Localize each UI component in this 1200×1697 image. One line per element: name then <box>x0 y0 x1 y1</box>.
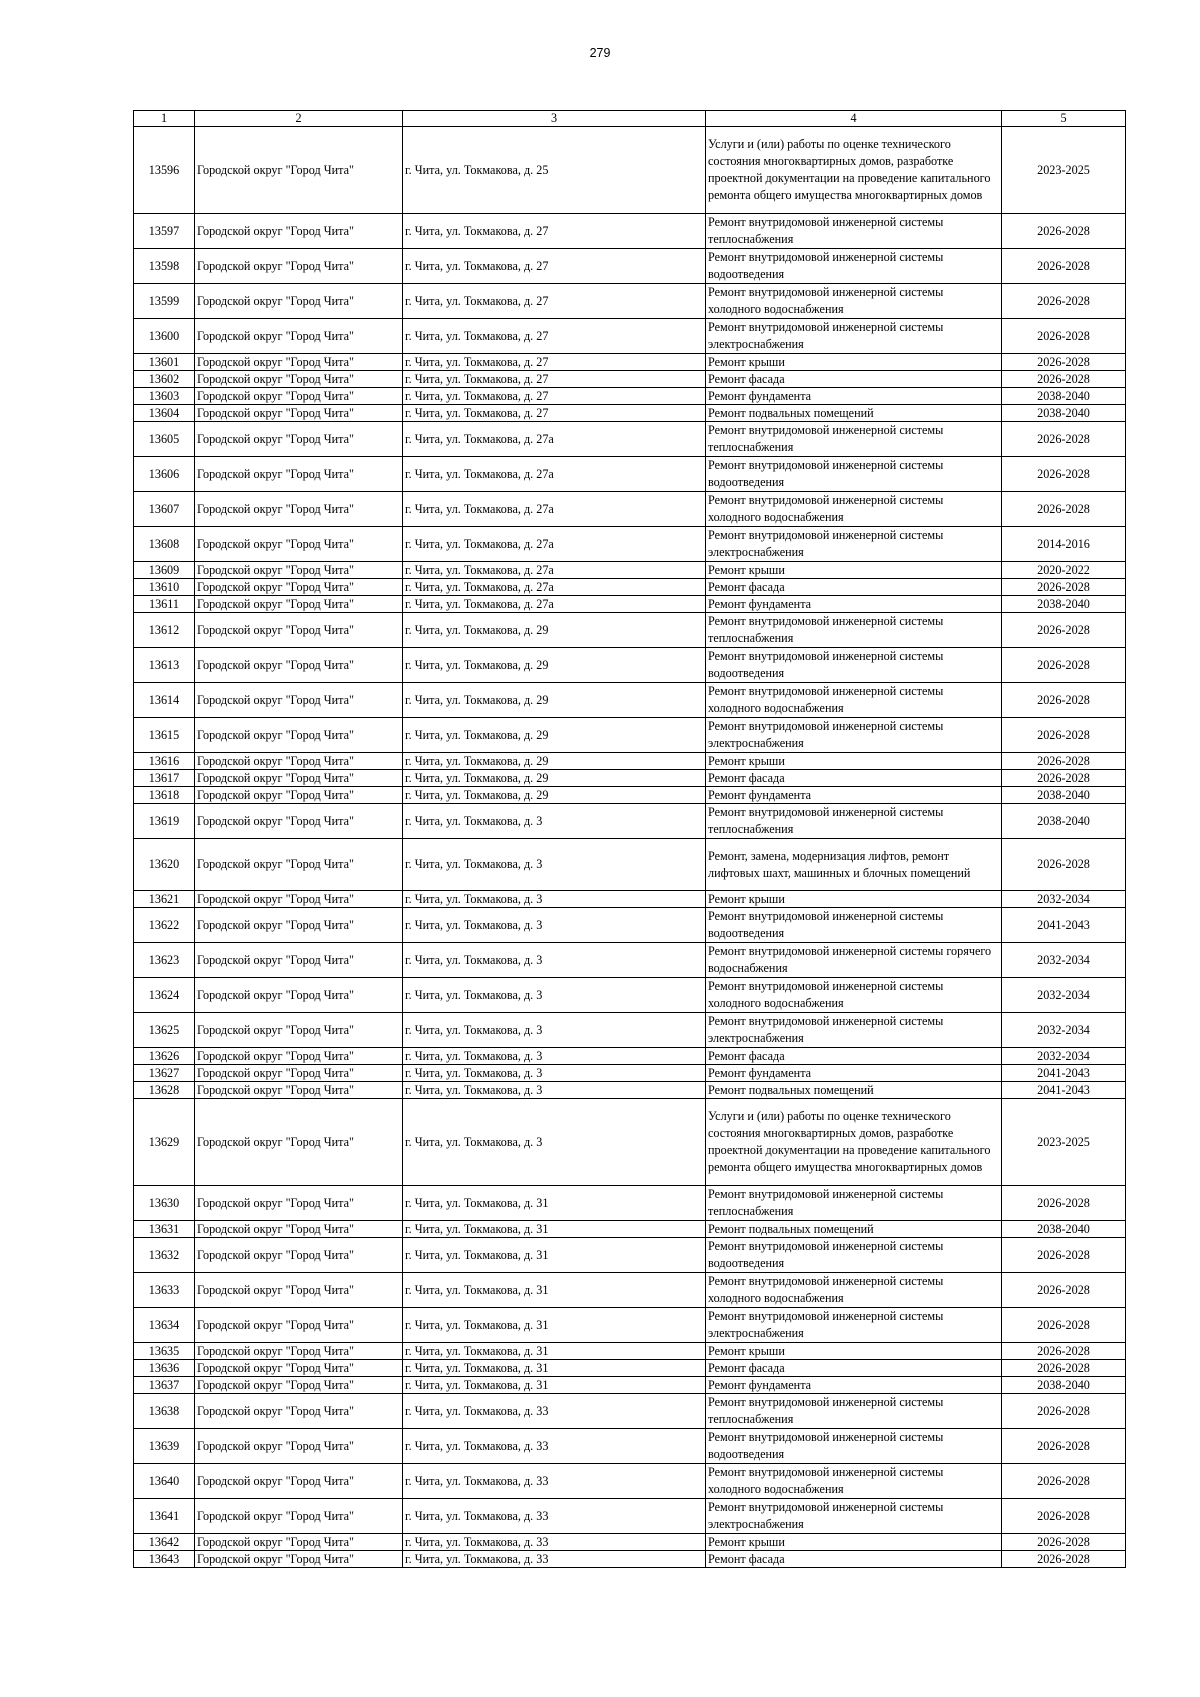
table-row <box>134 753 1126 770</box>
work-type-cell: Ремонт крыши <box>706 562 1002 579</box>
period-cell: 2026-2028 <box>1002 579 1126 596</box>
work-type-cell: Ремонт внутридомовой инженерной системы горячего водоснабжения <box>706 943 1002 978</box>
row-number-cell: 13598 <box>134 249 195 284</box>
municipality-cell: Городской округ "Город Чита" <box>195 718 403 753</box>
municipality-cell: Городской округ "Город Чита" <box>195 1273 403 1308</box>
table-row <box>134 804 1126 839</box>
period-cell: 2026-2028 <box>1002 753 1126 770</box>
row-number-cell: 13624 <box>134 978 195 1013</box>
address-cell: г. Чита, ул. Токмакова, д. 3 <box>403 1082 706 1099</box>
address-cell: г. Чита, ул. Токмакова, д. 27а <box>403 527 706 562</box>
address-cell: г. Чита, ул. Токмакова, д. 27а <box>403 422 706 457</box>
work-type-cell: Ремонт подвальных помещений <box>706 405 1002 422</box>
address-cell: г. Чита, ул. Токмакова, д. 33 <box>403 1551 706 1568</box>
work-type-cell: Ремонт крыши <box>706 1343 1002 1360</box>
table-row <box>134 1238 1126 1273</box>
period-cell: 2038-2040 <box>1002 1221 1126 1238</box>
period-cell: 2026-2028 <box>1002 1394 1126 1429</box>
table-row <box>134 839 1126 891</box>
address-cell: г. Чита, ул. Токмакова, д. 33 <box>403 1394 706 1429</box>
period-cell: 2032-2034 <box>1002 891 1126 908</box>
municipality-cell: Городской округ "Город Чита" <box>195 683 403 718</box>
table-row <box>134 354 1126 371</box>
period-cell: 2026-2028 <box>1002 371 1126 388</box>
address-cell: г. Чита, ул. Токмакова, д. 33 <box>403 1429 706 1464</box>
row-number-cell: 13617 <box>134 770 195 787</box>
period-cell: 2038-2040 <box>1002 804 1126 839</box>
row-number-cell: 13620 <box>134 839 195 891</box>
address-cell: г. Чита, ул. Токмакова, д. 3 <box>403 978 706 1013</box>
municipality-cell: Городской округ "Город Чита" <box>195 1186 403 1221</box>
table-row <box>134 579 1126 596</box>
table-row <box>134 1499 1126 1534</box>
municipality-cell: Городской округ "Город Чита" <box>195 457 403 492</box>
period-cell: 2032-2034 <box>1002 1013 1126 1048</box>
address-cell: г. Чита, ул. Токмакова, д. 3 <box>403 891 706 908</box>
table-row <box>134 1377 1126 1394</box>
municipality-cell: Городской округ "Город Чита" <box>195 1394 403 1429</box>
table-row <box>134 1551 1126 1568</box>
table-row <box>134 1534 1126 1551</box>
municipality-cell: Городской округ "Город Чита" <box>195 1499 403 1534</box>
period-cell: 2026-2028 <box>1002 422 1126 457</box>
municipality-cell: Городской округ "Город Чита" <box>195 527 403 562</box>
table-row <box>134 943 1126 978</box>
table-row <box>134 1464 1126 1499</box>
row-number-cell: 13604 <box>134 405 195 422</box>
municipality-cell: Городской округ "Город Чита" <box>195 787 403 804</box>
municipality-cell: Городской округ "Город Чита" <box>195 1360 403 1377</box>
period-cell: 2041-2043 <box>1002 1065 1126 1082</box>
row-number-cell: 13609 <box>134 562 195 579</box>
row-number-cell: 13625 <box>134 1013 195 1048</box>
period-cell: 2026-2028 <box>1002 1534 1126 1551</box>
row-number-cell: 13601 <box>134 354 195 371</box>
municipality-cell: Городской округ "Город Чита" <box>195 648 403 683</box>
row-number-cell: 13596 <box>134 127 195 214</box>
table-row <box>134 1065 1126 1082</box>
table-row <box>134 457 1126 492</box>
period-cell: 2038-2040 <box>1002 787 1126 804</box>
address-cell: г. Чита, ул. Токмакова, д. 3 <box>403 1048 706 1065</box>
address-cell: г. Чита, ул. Токмакова, д. 33 <box>403 1534 706 1551</box>
work-type-cell: Ремонт крыши <box>706 753 1002 770</box>
work-type-cell: Ремонт внутридомовой инженерной системы водоотведения <box>706 457 1002 492</box>
row-number-cell: 13626 <box>134 1048 195 1065</box>
municipality-cell: Городской округ "Город Чита" <box>195 422 403 457</box>
row-number-cell: 13633 <box>134 1273 195 1308</box>
work-type-cell: Ремонт внутридомовой инженерной системы холодного водоснабжения <box>706 284 1002 319</box>
period-cell: 2026-2028 <box>1002 770 1126 787</box>
period-cell: 2026-2028 <box>1002 249 1126 284</box>
row-number-cell: 13634 <box>134 1308 195 1343</box>
address-cell: г. Чита, ул. Токмакова, д. 31 <box>403 1360 706 1377</box>
address-cell: г. Чита, ул. Токмакова, д. 27 <box>403 214 706 249</box>
work-type-cell: Ремонт крыши <box>706 891 1002 908</box>
work-type-cell: Ремонт фасада <box>706 579 1002 596</box>
municipality-cell: Городской округ "Город Чита" <box>195 753 403 770</box>
table-body <box>134 127 1126 1568</box>
municipality-cell: Городской округ "Город Чита" <box>195 1238 403 1273</box>
row-number-cell: 13636 <box>134 1360 195 1377</box>
period-cell: 2026-2028 <box>1002 1429 1126 1464</box>
work-type-cell: Ремонт фасада <box>706 1551 1002 1568</box>
work-type-cell: Ремонт внутридомовой инженерной системы электроснабжения <box>706 1499 1002 1534</box>
work-type-cell: Услуги и (или) работы по оценке технического состояния многоквартирных домов, разработке проектной документации на проведение капитального ремонта общего имущества многоквартирных домов <box>706 127 1002 214</box>
work-type-cell: Ремонт фундамента <box>706 596 1002 613</box>
table-row <box>134 284 1126 319</box>
municipality-cell: Городской округ "Город Чита" <box>195 1065 403 1082</box>
row-number-cell: 13605 <box>134 422 195 457</box>
work-type-cell: Ремонт внутридомовой инженерной системы водоотведения <box>706 648 1002 683</box>
table-row <box>134 388 1126 405</box>
table-row <box>134 978 1126 1013</box>
row-number-cell: 13619 <box>134 804 195 839</box>
row-number-cell: 13629 <box>134 1099 195 1186</box>
municipality-cell: Городской округ "Город Чита" <box>195 1377 403 1394</box>
municipality-cell: Городской округ "Город Чита" <box>195 354 403 371</box>
registry-table <box>133 110 1126 1568</box>
municipality-cell: Городской округ "Город Чита" <box>195 249 403 284</box>
municipality-cell: Городской округ "Город Чита" <box>195 804 403 839</box>
period-cell: 2026-2028 <box>1002 1360 1126 1377</box>
work-type-cell: Ремонт фундамента <box>706 787 1002 804</box>
period-cell: 2026-2028 <box>1002 284 1126 319</box>
address-cell: г. Чита, ул. Токмакова, д. 27а <box>403 457 706 492</box>
row-number-cell: 13615 <box>134 718 195 753</box>
period-cell: 2038-2040 <box>1002 405 1126 422</box>
period-cell: 2038-2040 <box>1002 596 1126 613</box>
table-row <box>134 405 1126 422</box>
municipality-cell: Городской округ "Город Чита" <box>195 1308 403 1343</box>
municipality-cell: Городской округ "Город Чита" <box>195 127 403 214</box>
table-row <box>134 214 1126 249</box>
municipality-cell: Городской округ "Город Чита" <box>195 388 403 405</box>
period-cell: 2032-2034 <box>1002 978 1126 1013</box>
row-number-cell: 13639 <box>134 1429 195 1464</box>
table-row <box>134 1013 1126 1048</box>
table-row <box>134 683 1126 718</box>
row-number-cell: 13627 <box>134 1065 195 1082</box>
table-row <box>134 1082 1126 1099</box>
period-cell: 2026-2028 <box>1002 492 1126 527</box>
period-cell: 2026-2028 <box>1002 1273 1126 1308</box>
address-cell: г. Чита, ул. Токмакова, д. 29 <box>403 718 706 753</box>
table-row <box>134 908 1126 943</box>
column-header-5: 5 <box>1002 111 1126 127</box>
address-cell: г. Чита, ул. Токмакова, д. 31 <box>403 1308 706 1343</box>
column-header-3: 3 <box>403 111 706 127</box>
work-type-cell: Ремонт внутридомовой инженерной системы водоотведения <box>706 1238 1002 1273</box>
work-type-cell: Ремонт внутридомовой инженерной системы электроснабжения <box>706 1308 1002 1343</box>
work-type-cell: Ремонт внутридомовой инженерной системы электроснабжения <box>706 1013 1002 1048</box>
row-number-cell: 13623 <box>134 943 195 978</box>
period-cell: 2026-2028 <box>1002 1343 1126 1360</box>
row-number-cell: 13611 <box>134 596 195 613</box>
work-type-cell: Ремонт внутридомовой инженерной системы водоотведения <box>706 1429 1002 1464</box>
address-cell: г. Чита, ул. Токмакова, д. 27а <box>403 579 706 596</box>
row-number-cell: 13640 <box>134 1464 195 1499</box>
period-cell: 2032-2034 <box>1002 1048 1126 1065</box>
table-row <box>134 371 1126 388</box>
period-cell: 2041-2043 <box>1002 1082 1126 1099</box>
address-cell: г. Чита, ул. Токмакова, д. 3 <box>403 1065 706 1082</box>
period-cell: 2020-2022 <box>1002 562 1126 579</box>
work-type-cell: Ремонт внутридомовой инженерной системы водоотведения <box>706 249 1002 284</box>
table-row <box>134 1048 1126 1065</box>
work-type-cell: Ремонт внутридомовой инженерной системы холодного водоснабжения <box>706 1273 1002 1308</box>
page-number: 279 <box>589 46 611 60</box>
row-number-cell: 13607 <box>134 492 195 527</box>
row-number-cell: 13631 <box>134 1221 195 1238</box>
period-cell: 2026-2028 <box>1002 1308 1126 1343</box>
work-type-cell: Ремонт внутридомовой инженерной системы теплоснабжения <box>706 214 1002 249</box>
address-cell: г. Чита, ул. Токмакова, д. 31 <box>403 1377 706 1394</box>
row-number-cell: 13630 <box>134 1186 195 1221</box>
address-cell: г. Чита, ул. Токмакова, д. 33 <box>403 1464 706 1499</box>
work-type-cell: Ремонт внутридомовой инженерной системы теплоснабжения <box>706 422 1002 457</box>
period-cell: 2026-2028 <box>1002 613 1126 648</box>
address-cell: г. Чита, ул. Токмакова, д. 3 <box>403 839 706 891</box>
address-cell: г. Чита, ул. Токмакова, д. 27 <box>403 354 706 371</box>
municipality-cell: Городской округ "Город Чита" <box>195 405 403 422</box>
row-number-cell: 13642 <box>134 1534 195 1551</box>
table-row <box>134 1186 1126 1221</box>
municipality-cell: Городской округ "Город Чита" <box>195 579 403 596</box>
municipality-cell: Городской округ "Город Чита" <box>195 1429 403 1464</box>
address-cell: г. Чита, ул. Токмакова, д. 29 <box>403 787 706 804</box>
municipality-cell: Городской округ "Город Чита" <box>195 908 403 943</box>
table-row <box>134 1273 1126 1308</box>
table-row <box>134 718 1126 753</box>
work-type-cell: Ремонт внутридомовой инженерной системы теплоснабжения <box>706 1394 1002 1429</box>
address-cell: г. Чита, ул. Токмакова, д. 29 <box>403 683 706 718</box>
period-cell: 2014-2016 <box>1002 527 1126 562</box>
period-cell: 2026-2028 <box>1002 718 1126 753</box>
address-cell: г. Чита, ул. Токмакова, д. 27 <box>403 249 706 284</box>
address-cell: г. Чита, ул. Токмакова, д. 31 <box>403 1273 706 1308</box>
table-row <box>134 527 1126 562</box>
row-number-cell: 13612 <box>134 613 195 648</box>
table-row <box>134 319 1126 354</box>
period-cell: 2038-2040 <box>1002 388 1126 405</box>
municipality-cell: Городской округ "Город Чита" <box>195 596 403 613</box>
work-type-cell: Ремонт внутридомовой инженерной системы электроснабжения <box>706 527 1002 562</box>
period-cell: 2026-2028 <box>1002 1464 1126 1499</box>
table-row <box>134 891 1126 908</box>
municipality-cell: Городской округ "Город Чита" <box>195 1551 403 1568</box>
period-cell: 2026-2028 <box>1002 683 1126 718</box>
municipality-cell: Городской округ "Город Чита" <box>195 1221 403 1238</box>
municipality-cell: Городской округ "Город Чита" <box>195 562 403 579</box>
row-number-cell: 13602 <box>134 371 195 388</box>
row-number-cell: 13600 <box>134 319 195 354</box>
municipality-cell: Городской округ "Город Чита" <box>195 1048 403 1065</box>
column-header-1: 1 <box>134 111 195 127</box>
period-cell: 2026-2028 <box>1002 319 1126 354</box>
work-type-cell: Ремонт подвальных помещений <box>706 1082 1002 1099</box>
table-row <box>134 770 1126 787</box>
address-cell: г. Чита, ул. Токмакова, д. 31 <box>403 1238 706 1273</box>
work-type-cell: Ремонт подвальных помещений <box>706 1221 1002 1238</box>
work-type-cell: Ремонт фасада <box>706 1048 1002 1065</box>
table-row <box>134 1308 1126 1343</box>
work-type-cell: Ремонт фасада <box>706 1360 1002 1377</box>
row-number-cell: 13603 <box>134 388 195 405</box>
work-type-cell: Ремонт внутридомовой инженерной системы теплоснабжения <box>706 804 1002 839</box>
period-cell: 2026-2028 <box>1002 457 1126 492</box>
row-number-cell: 13606 <box>134 457 195 492</box>
row-number-cell: 13613 <box>134 648 195 683</box>
period-cell: 2023-2025 <box>1002 127 1126 214</box>
municipality-cell: Городской округ "Город Чита" <box>195 1099 403 1186</box>
municipality-cell: Городской округ "Город Чита" <box>195 371 403 388</box>
period-cell: 2026-2028 <box>1002 214 1126 249</box>
address-cell: г. Чита, ул. Токмакова, д. 27 <box>403 405 706 422</box>
period-cell: 2038-2040 <box>1002 1377 1126 1394</box>
table-row <box>134 613 1126 648</box>
row-number-cell: 13622 <box>134 908 195 943</box>
table-row <box>134 1221 1126 1238</box>
period-cell: 2026-2028 <box>1002 1186 1126 1221</box>
table-row <box>134 422 1126 457</box>
table-row <box>134 562 1126 579</box>
municipality-cell: Городской округ "Город Чита" <box>195 492 403 527</box>
municipality-cell: Городской округ "Город Чита" <box>195 1013 403 1048</box>
address-cell: г. Чита, ул. Токмакова, д. 29 <box>403 753 706 770</box>
period-cell: 2032-2034 <box>1002 943 1126 978</box>
address-cell: г. Чита, ул. Токмакова, д. 33 <box>403 1499 706 1534</box>
table-row <box>134 1429 1126 1464</box>
municipality-cell: Городской округ "Город Чита" <box>195 1343 403 1360</box>
work-type-cell: Ремонт крыши <box>706 1534 1002 1551</box>
row-number-cell: 13637 <box>134 1377 195 1394</box>
work-type-cell: Услуги и (или) работы по оценке технического состояния многоквартирных домов, разработке проектной документации на проведение капитального ремонта общего имущества многоквартирных домов <box>706 1099 1002 1186</box>
period-cell: 2026-2028 <box>1002 1238 1126 1273</box>
work-type-cell: Ремонт внутридомовой инженерной системы холодного водоснабжения <box>706 492 1002 527</box>
row-number-cell: 13628 <box>134 1082 195 1099</box>
table-row <box>134 648 1126 683</box>
table-header-row <box>134 111 1126 127</box>
address-cell: г. Чита, ул. Токмакова, д. 25 <box>403 127 706 214</box>
municipality-cell: Городской округ "Город Чита" <box>195 770 403 787</box>
work-type-cell: Ремонт внутридомовой инженерной системы холодного водоснабжения <box>706 683 1002 718</box>
work-type-cell: Ремонт фасада <box>706 371 1002 388</box>
row-number-cell: 13618 <box>134 787 195 804</box>
row-number-cell: 13632 <box>134 1238 195 1273</box>
work-type-cell: Ремонт фундамента <box>706 1377 1002 1394</box>
row-number-cell: 13608 <box>134 527 195 562</box>
table-row <box>134 596 1126 613</box>
row-number-cell: 13597 <box>134 214 195 249</box>
municipality-cell: Городской округ "Город Чита" <box>195 214 403 249</box>
row-number-cell: 13610 <box>134 579 195 596</box>
period-cell: 2026-2028 <box>1002 1499 1126 1534</box>
municipality-cell: Городской округ "Город Чита" <box>195 284 403 319</box>
work-type-cell: Ремонт внутридомовой инженерной системы теплоснабжения <box>706 1186 1002 1221</box>
address-cell: г. Чита, ул. Токмакова, д. 3 <box>403 804 706 839</box>
period-cell: 2041-2043 <box>1002 908 1126 943</box>
work-type-cell: Ремонт внутридомовой инженерной системы холодного водоснабжения <box>706 1464 1002 1499</box>
municipality-cell: Городской округ "Город Чита" <box>195 891 403 908</box>
address-cell: г. Чита, ул. Токмакова, д. 27 <box>403 388 706 405</box>
column-header-4: 4 <box>706 111 1002 127</box>
address-cell: г. Чита, ул. Токмакова, д. 27а <box>403 596 706 613</box>
period-cell: 2026-2028 <box>1002 354 1126 371</box>
address-cell: г. Чита, ул. Токмакова, д. 3 <box>403 908 706 943</box>
municipality-cell: Городской округ "Город Чита" <box>195 839 403 891</box>
address-cell: г. Чита, ул. Токмакова, д. 27а <box>403 492 706 527</box>
row-number-cell: 13641 <box>134 1499 195 1534</box>
table-row <box>134 127 1126 214</box>
period-cell: 2026-2028 <box>1002 1551 1126 1568</box>
row-number-cell: 13616 <box>134 753 195 770</box>
row-number-cell: 13643 <box>134 1551 195 1568</box>
table-row <box>134 787 1126 804</box>
address-cell: г. Чита, ул. Токмакова, д. 31 <box>403 1186 706 1221</box>
work-type-cell: Ремонт внутридомовой инженерной системы электроснабжения <box>706 319 1002 354</box>
municipality-cell: Городской округ "Город Чита" <box>195 613 403 648</box>
table-row <box>134 1360 1126 1377</box>
table-row <box>134 1343 1126 1360</box>
municipality-cell: Городской округ "Город Чита" <box>195 943 403 978</box>
work-type-cell: Ремонт фундамента <box>706 388 1002 405</box>
table-row <box>134 1099 1126 1186</box>
row-number-cell: 13635 <box>134 1343 195 1360</box>
work-type-cell: Ремонт, замена, модернизация лифтов, ремонт лифтовых шахт, машинных и блочных помещений <box>706 839 1002 891</box>
municipality-cell: Городской округ "Город Чита" <box>195 1464 403 1499</box>
period-cell: 2026-2028 <box>1002 648 1126 683</box>
table-row <box>134 1394 1126 1429</box>
work-type-cell: Ремонт внутридомовой инженерной системы холодного водоснабжения <box>706 978 1002 1013</box>
row-number-cell: 13638 <box>134 1394 195 1429</box>
work-type-cell: Ремонт внутридомовой инженерной системы водоотведения <box>706 908 1002 943</box>
address-cell: г. Чита, ул. Токмакова, д. 27 <box>403 371 706 388</box>
address-cell: г. Чита, ул. Токмакова, д. 3 <box>403 943 706 978</box>
address-cell: г. Чита, ул. Токмакова, д. 27 <box>403 319 706 354</box>
work-type-cell: Ремонт фасада <box>706 770 1002 787</box>
work-type-cell: Ремонт фундамента <box>706 1065 1002 1082</box>
period-cell: 2026-2028 <box>1002 839 1126 891</box>
municipality-cell: Городской округ "Город Чита" <box>195 978 403 1013</box>
table-row <box>134 249 1126 284</box>
column-header-2: 2 <box>195 111 403 127</box>
address-cell: г. Чита, ул. Токмакова, д. 29 <box>403 648 706 683</box>
address-cell: г. Чита, ул. Токмакова, д. 27 <box>403 284 706 319</box>
work-type-cell: Ремонт крыши <box>706 354 1002 371</box>
address-cell: г. Чита, ул. Токмакова, д. 29 <box>403 613 706 648</box>
address-cell: г. Чита, ул. Токмакова, д. 31 <box>403 1343 706 1360</box>
municipality-cell: Городской округ "Город Чита" <box>195 319 403 354</box>
work-type-cell: Ремонт внутридомовой инженерной системы теплоснабжения <box>706 613 1002 648</box>
address-cell: г. Чита, ул. Токмакова, д. 3 <box>403 1013 706 1048</box>
address-cell: г. Чита, ул. Токмакова, д. 3 <box>403 1099 706 1186</box>
work-type-cell: Ремонт внутридомовой инженерной системы электроснабжения <box>706 718 1002 753</box>
municipality-cell: Городской округ "Город Чита" <box>195 1082 403 1099</box>
address-cell: г. Чита, ул. Токмакова, д. 29 <box>403 770 706 787</box>
address-cell: г. Чита, ул. Токмакова, д. 27а <box>403 562 706 579</box>
table-row <box>134 492 1126 527</box>
address-cell: г. Чита, ул. Токмакова, д. 31 <box>403 1221 706 1238</box>
row-number-cell: 13621 <box>134 891 195 908</box>
row-number-cell: 13599 <box>134 284 195 319</box>
row-number-cell: 13614 <box>134 683 195 718</box>
period-cell: 2023-2025 <box>1002 1099 1126 1186</box>
municipality-cell: Городской округ "Город Чита" <box>195 1534 403 1551</box>
